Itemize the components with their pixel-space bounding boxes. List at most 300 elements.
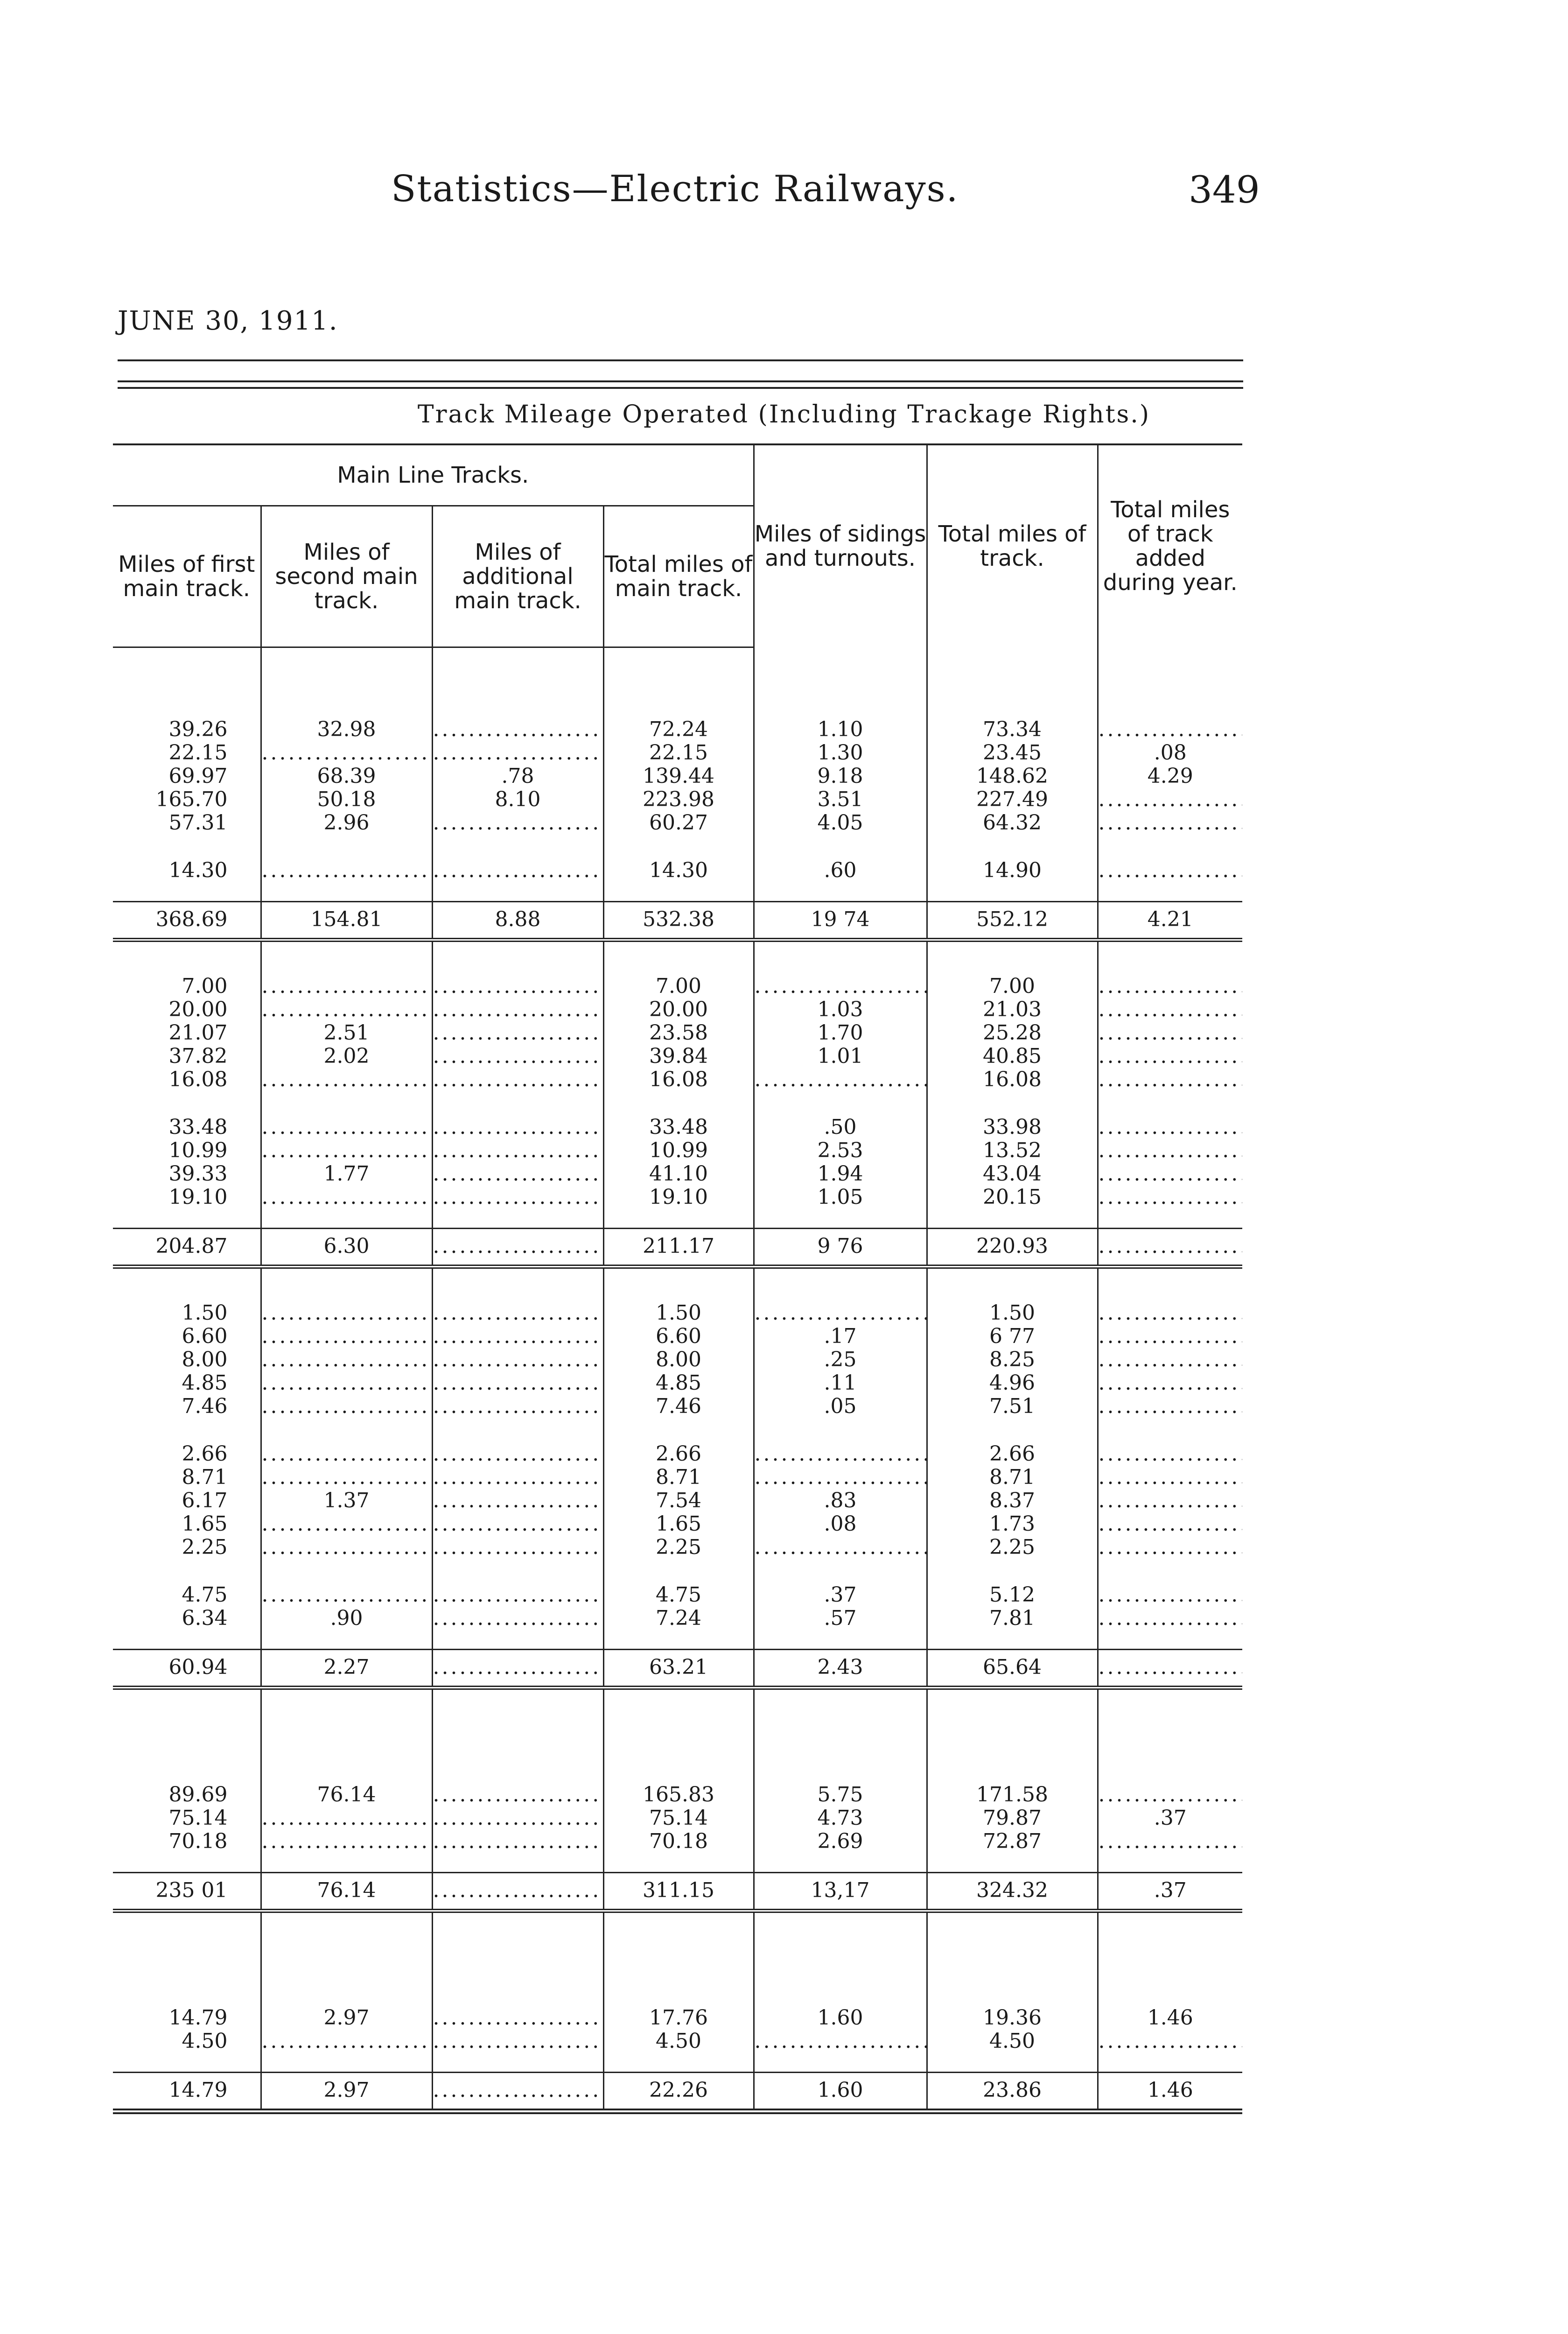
table-cell: 39.26 [168, 717, 228, 741]
table-cell: 1.10 [754, 718, 927, 741]
table-cell: 1.46 [1098, 2073, 1242, 2112]
spacer-cell [603, 647, 754, 718]
dot-leader [1099, 1186, 1243, 1209]
table-cell [432, 1139, 603, 1162]
spacer-cell [113, 1630, 261, 1650]
spacer-cell [603, 1688, 754, 1784]
table-row [113, 788, 1242, 811]
dot-leader [1099, 1512, 1243, 1536]
table-cell: 2.96 [261, 811, 432, 835]
spacer-cell [432, 882, 603, 902]
table-cell [754, 1466, 927, 1489]
table-row [113, 1783, 1242, 1807]
table-cell: 41.10 [603, 1162, 754, 1186]
table-cell [261, 1068, 432, 1091]
table-cell: 2.97 [261, 2073, 432, 2112]
col-header-total-track: Total miles of track. [927, 444, 1098, 647]
track-mileage-table [113, 443, 1242, 2114]
spacer-cell [432, 1911, 603, 2007]
table-cell [1098, 1139, 1242, 1162]
spacer-cell [261, 1418, 432, 1442]
spacer-cell [754, 647, 927, 718]
dot-leader [262, 1512, 432, 1536]
page-number: 349 [1189, 168, 1260, 211]
table-cell [261, 998, 432, 1021]
table-cell [261, 2030, 432, 2053]
spacer-cell [113, 1911, 261, 2007]
table-cell: 148.62 [927, 765, 1098, 788]
table-cell: 1.30 [754, 741, 927, 765]
table-cell: 4.85 [182, 1371, 228, 1395]
table-cell: .37 [1098, 1807, 1242, 1830]
table-row [113, 1536, 1242, 1559]
group-gap [113, 835, 1242, 859]
table-cell: 7.24 [603, 1607, 754, 1630]
table-cell: 2.25 [182, 1535, 228, 1559]
spacer-cell [754, 1630, 927, 1650]
dot-leader [433, 1348, 603, 1371]
spacer-cell [1098, 1209, 1242, 1229]
table-row [113, 1395, 1242, 1418]
table-cell: .57 [754, 1607, 927, 1630]
table-cell: 324.32 [927, 1873, 1098, 1911]
table-cell [261, 1371, 432, 1395]
table-row [113, 741, 1242, 765]
dot-leader [262, 741, 432, 765]
dot-leader [1099, 998, 1243, 1021]
table-cell [432, 1229, 603, 1267]
dot-leader [262, 1068, 432, 1091]
table-cell [754, 1301, 927, 1325]
table-cell [261, 1325, 432, 1348]
table-cell: 43.04 [927, 1162, 1098, 1186]
dot-leader [755, 1536, 926, 1559]
table-cell [261, 1116, 432, 1139]
table-cell: 552.12 [927, 902, 1098, 940]
table-cell: 1.37 [261, 1489, 432, 1512]
section-gap [113, 647, 1242, 718]
section-gap [113, 1911, 1242, 2007]
table-cell: 4.85 [603, 1371, 754, 1395]
table-cell: 76.14 [261, 1873, 432, 1911]
dot-leader [433, 741, 603, 765]
dot-leader [433, 998, 603, 1021]
dot-leader [433, 718, 603, 741]
spacer-cell [113, 1209, 261, 1229]
total-row [113, 1873, 1242, 1911]
table-cell: 6 77 [927, 1325, 1098, 1348]
dot-leader [1099, 975, 1243, 998]
table-cell: 4.50 [927, 2030, 1098, 2053]
table-cell [432, 1045, 603, 1068]
spacer-cell [603, 1267, 754, 1302]
dot-leader [1099, 1021, 1243, 1045]
table-cell: .90 [261, 1607, 432, 1630]
table-row [113, 811, 1242, 835]
table-cell: 1.70 [754, 1021, 927, 1045]
table-cell [261, 1807, 432, 1830]
dot-leader [755, 1466, 926, 1489]
table-cell: 4.75 [182, 1583, 228, 1607]
spacer-cell [261, 647, 432, 718]
table-row [113, 1583, 1242, 1607]
table-cell: 8.71 [182, 1465, 228, 1489]
table-cell: 20.00 [168, 998, 228, 1021]
dot-leader [262, 859, 432, 882]
spacer-cell [261, 882, 432, 902]
spacer-cell [261, 1209, 432, 1229]
table-cell [261, 1512, 432, 1536]
table-cell: 6.60 [182, 1324, 228, 1348]
table-cell: 13.52 [927, 1139, 1098, 1162]
spacer-cell [1098, 1630, 1242, 1650]
table-cell: 1.50 [182, 1301, 228, 1325]
table-cell [432, 1442, 603, 1466]
dot-leader [1099, 1235, 1243, 1258]
table-cell: 32.98 [261, 718, 432, 741]
table-cell [432, 1830, 603, 1853]
spacer-cell [754, 1418, 927, 1442]
table-cell: .08 [754, 1512, 927, 1536]
spacer-cell [927, 1630, 1098, 1650]
dot-leader [433, 1325, 603, 1348]
table-cell [432, 1607, 603, 1630]
col-header-added: Total miles of track added during year. [1098, 444, 1242, 647]
spacer-cell [754, 1267, 927, 1302]
table-row [113, 1045, 1242, 1068]
table-cell [1098, 1466, 1242, 1489]
table-cell: 211.17 [603, 1229, 754, 1267]
dot-leader [1099, 1783, 1243, 1807]
dot-leader [1099, 1162, 1243, 1186]
table-row [113, 859, 1242, 882]
table-cell [432, 1395, 603, 1418]
table-cell [1098, 1583, 1242, 1607]
spacer-cell [1098, 1091, 1242, 1116]
spacer-cell [754, 1911, 927, 2007]
dot-leader [1099, 1139, 1243, 1162]
table-cell: .37 [754, 1583, 927, 1607]
dot-leader [433, 1235, 603, 1258]
table-cell: 4.96 [927, 1371, 1098, 1395]
dot-leader [1099, 718, 1243, 741]
spacer-cell [261, 1559, 432, 1583]
table-cell: 1.65 [603, 1512, 754, 1536]
spacer-cell [1098, 1559, 1242, 1583]
table-cell [432, 2006, 603, 2030]
dot-leader [262, 2030, 432, 2053]
dot-leader [433, 2079, 603, 2102]
spacer-cell [261, 1911, 432, 2007]
spacer-cell [927, 835, 1098, 859]
dot-leader [1099, 1607, 1243, 1630]
spacer-cell [261, 1267, 432, 1302]
dot-leader [433, 1656, 603, 1679]
table-cell: 65.64 [927, 1650, 1098, 1688]
table-cell [261, 1395, 432, 1418]
dot-leader [1099, 1583, 1243, 1607]
col-header-additional-main: Miles of additional main track. [432, 506, 603, 647]
dot-leader [1099, 1656, 1243, 1679]
spacer-cell [261, 835, 432, 859]
dot-leader [433, 1162, 603, 1186]
dot-leader [433, 1116, 603, 1139]
table-cell [1098, 1830, 1242, 1853]
table-cell [432, 718, 603, 741]
table-cell [432, 1783, 603, 1807]
table-row [113, 1186, 1242, 1209]
dot-leader [755, 1442, 926, 1466]
spacer-cell [432, 1091, 603, 1116]
table-cell: 7.51 [927, 1395, 1098, 1418]
table-cell: 8.71 [927, 1466, 1098, 1489]
spacer-cell [432, 1209, 603, 1229]
table-cell: 8.88 [432, 902, 603, 940]
table-cell: 2.51 [261, 1021, 432, 1045]
table-cell: .60 [754, 859, 927, 882]
table-cell [1098, 718, 1242, 741]
dot-leader [433, 1512, 603, 1536]
section-gap [113, 1267, 1242, 1302]
table-cell: 20.15 [927, 1186, 1098, 1209]
dot-leader [433, 1607, 603, 1630]
dot-leader [433, 1045, 603, 1068]
spacer-cell [927, 1853, 1098, 1873]
table-cell [1098, 998, 1242, 1021]
group-gap [113, 1559, 1242, 1583]
table-cell: 19.10 [168, 1185, 228, 1209]
dot-leader [1099, 1536, 1243, 1559]
table-cell [1098, 1186, 1242, 1209]
table-cell: 14.90 [927, 859, 1098, 882]
table-cell: 14.79 [113, 2073, 261, 2112]
table-cell [432, 1301, 603, 1325]
spacer-cell [432, 940, 603, 975]
table-row [113, 2006, 1242, 2030]
table-cell: 227.49 [927, 788, 1098, 811]
table-cell [432, 1162, 603, 1186]
table-cell: 235 01 [113, 1873, 261, 1911]
table-cell: 8.10 [432, 788, 603, 811]
table-cell [432, 1536, 603, 1559]
table-cell: 22.26 [603, 2073, 754, 2112]
dot-leader [1099, 1348, 1243, 1371]
table-cell: .05 [754, 1395, 927, 1418]
table-body [113, 647, 1242, 2112]
table-cell: 2.97 [261, 2006, 432, 2030]
dot-leader [1099, 1442, 1243, 1466]
table-cell: 75.14 [168, 1806, 228, 1830]
table-cell: 22.15 [168, 741, 228, 765]
table-cell [261, 1442, 432, 1466]
table-cell: 25.28 [927, 1021, 1098, 1045]
spacer-cell [927, 647, 1098, 718]
table-cell [432, 2030, 603, 2053]
spacer-cell [603, 882, 754, 902]
table-cell [432, 1512, 603, 1536]
spacer-cell [927, 1091, 1098, 1116]
table-row [113, 1489, 1242, 1512]
table-cell [432, 975, 603, 998]
table-row [113, 1348, 1242, 1371]
total-row [113, 902, 1242, 940]
spacer-cell [754, 1209, 927, 1229]
table-cell [1098, 1395, 1242, 1418]
spacer-cell [754, 2053, 927, 2073]
spacer-cell [754, 835, 927, 859]
dot-leader [433, 1783, 603, 1807]
table-cell [432, 1583, 603, 1607]
table-cell: 8.00 [603, 1348, 754, 1371]
table-cell: 2.25 [927, 1536, 1098, 1559]
table-cell [1098, 1229, 1242, 1267]
table-cell [754, 975, 927, 998]
table-cell: 19.10 [603, 1186, 754, 1209]
table-cell [261, 1583, 432, 1607]
table-cell [432, 1466, 603, 1489]
dot-leader [1099, 811, 1243, 835]
table-cell: 2.69 [754, 1830, 927, 1853]
spacer-cell [261, 1630, 432, 1650]
table-cell: 1.03 [754, 998, 927, 1021]
table-cell: 139.44 [603, 765, 754, 788]
table-cell [261, 1139, 432, 1162]
table-cell: 1.01 [754, 1045, 927, 1068]
table-cell: 14.30 [603, 859, 754, 882]
table-cell: 60.27 [603, 811, 754, 835]
table-cell [261, 975, 432, 998]
table-cell: 63.21 [603, 1650, 754, 1688]
dot-leader [433, 1139, 603, 1162]
table-row [113, 1139, 1242, 1162]
table-cell: 368.69 [113, 902, 261, 940]
spacer-cell [261, 1091, 432, 1116]
table-cell: 4.29 [1098, 765, 1242, 788]
table-cell: 19 74 [754, 902, 927, 940]
dot-leader [433, 1807, 603, 1830]
table-cell: .78 [432, 765, 603, 788]
table-cell: 33.98 [927, 1116, 1098, 1139]
table-cell [1098, 811, 1242, 835]
dot-leader [433, 811, 603, 835]
spacer-cell [432, 1853, 603, 1873]
pre-total-gap [113, 2053, 1242, 2073]
spacer-cell [603, 2053, 754, 2073]
table-cell [261, 1830, 432, 1853]
table-cell: 2.66 [182, 1442, 228, 1466]
table-cell: 16.08 [603, 1068, 754, 1091]
dot-leader [262, 1830, 432, 1853]
table-cell [1098, 1607, 1242, 1630]
table-row [113, 1068, 1242, 1091]
spacer-cell [113, 2053, 261, 2073]
table-cell: 204.87 [113, 1229, 261, 1267]
table-cell [432, 741, 603, 765]
dot-leader [262, 1536, 432, 1559]
table-cell [432, 2073, 603, 2112]
spacer-cell [927, 940, 1098, 975]
dot-leader [262, 1139, 432, 1162]
table-cell: 4.75 [603, 1583, 754, 1607]
table-cell: 1.46 [1098, 2006, 1242, 2030]
table-cell [1098, 1325, 1242, 1348]
dot-leader [1099, 1116, 1243, 1139]
table-cell: 22.15 [603, 741, 754, 765]
table-cell: 1.60 [754, 2006, 927, 2030]
table-row [113, 1442, 1242, 1466]
spacer-cell [603, 1091, 754, 1116]
table-cell: 73.34 [927, 718, 1098, 741]
spacer-cell [754, 1853, 927, 1873]
spacer-cell [603, 1209, 754, 1229]
table-cell [261, 741, 432, 765]
table-cell: 70.18 [168, 1829, 228, 1853]
table-cell: 17.76 [603, 2006, 754, 2030]
dot-leader [1099, 1489, 1243, 1512]
table-cell: 20.00 [603, 998, 754, 1021]
dot-leader [1099, 788, 1243, 811]
table-row [113, 1162, 1242, 1186]
table-cell [432, 811, 603, 835]
table-cell: 1.50 [927, 1301, 1098, 1325]
dot-leader [1099, 1466, 1243, 1489]
table-cell: 311.15 [603, 1873, 754, 1911]
table-row [113, 1830, 1242, 1853]
table-cell: 13,17 [754, 1873, 927, 1911]
main-line-tracks-header: Main Line Tracks. [113, 444, 754, 506]
spacer-cell [432, 2053, 603, 2073]
dot-leader [262, 1116, 432, 1139]
pre-total-gap [113, 882, 1242, 902]
spacer-cell [261, 1853, 432, 1873]
dot-leader [262, 1301, 432, 1325]
table-cell [432, 1068, 603, 1091]
spacer-cell [113, 940, 261, 975]
table-cell: 23.58 [603, 1021, 754, 1045]
col-header-total-main: Total miles of main track. [603, 506, 754, 647]
table-cell: 7.81 [927, 1607, 1098, 1630]
spacer-cell [754, 882, 927, 902]
dot-leader [433, 859, 603, 882]
table-cell: 4.50 [603, 2030, 754, 2053]
table-row [113, 1607, 1242, 1630]
spacer-cell [927, 1911, 1098, 2007]
dot-leader [433, 2030, 603, 2053]
table-row [113, 2030, 1242, 2053]
dot-leader [1099, 1045, 1243, 1068]
dot-leader [262, 1371, 432, 1395]
spacer-cell [113, 835, 261, 859]
dot-leader [755, 1301, 926, 1325]
table-cell: 9 76 [754, 1229, 927, 1267]
table-cell [1098, 788, 1242, 811]
table-cell: 72.87 [927, 1830, 1098, 1853]
table-cell: 8.25 [927, 1348, 1098, 1371]
table-cell [1098, 1068, 1242, 1091]
table-cell: 10.99 [168, 1139, 228, 1162]
table-cell: 37.82 [168, 1044, 228, 1068]
spacer-cell [1098, 647, 1242, 718]
spacer-cell [261, 1688, 432, 1784]
spacer-cell [754, 1559, 927, 1583]
dot-leader [433, 2006, 603, 2030]
table-cell: 57.31 [168, 811, 228, 835]
table-cell [754, 1442, 927, 1466]
dot-leader [1099, 1395, 1243, 1418]
table-cell: 7.00 [182, 974, 228, 998]
table-cell: 220.93 [927, 1229, 1098, 1267]
table-cell [1098, 1512, 1242, 1536]
